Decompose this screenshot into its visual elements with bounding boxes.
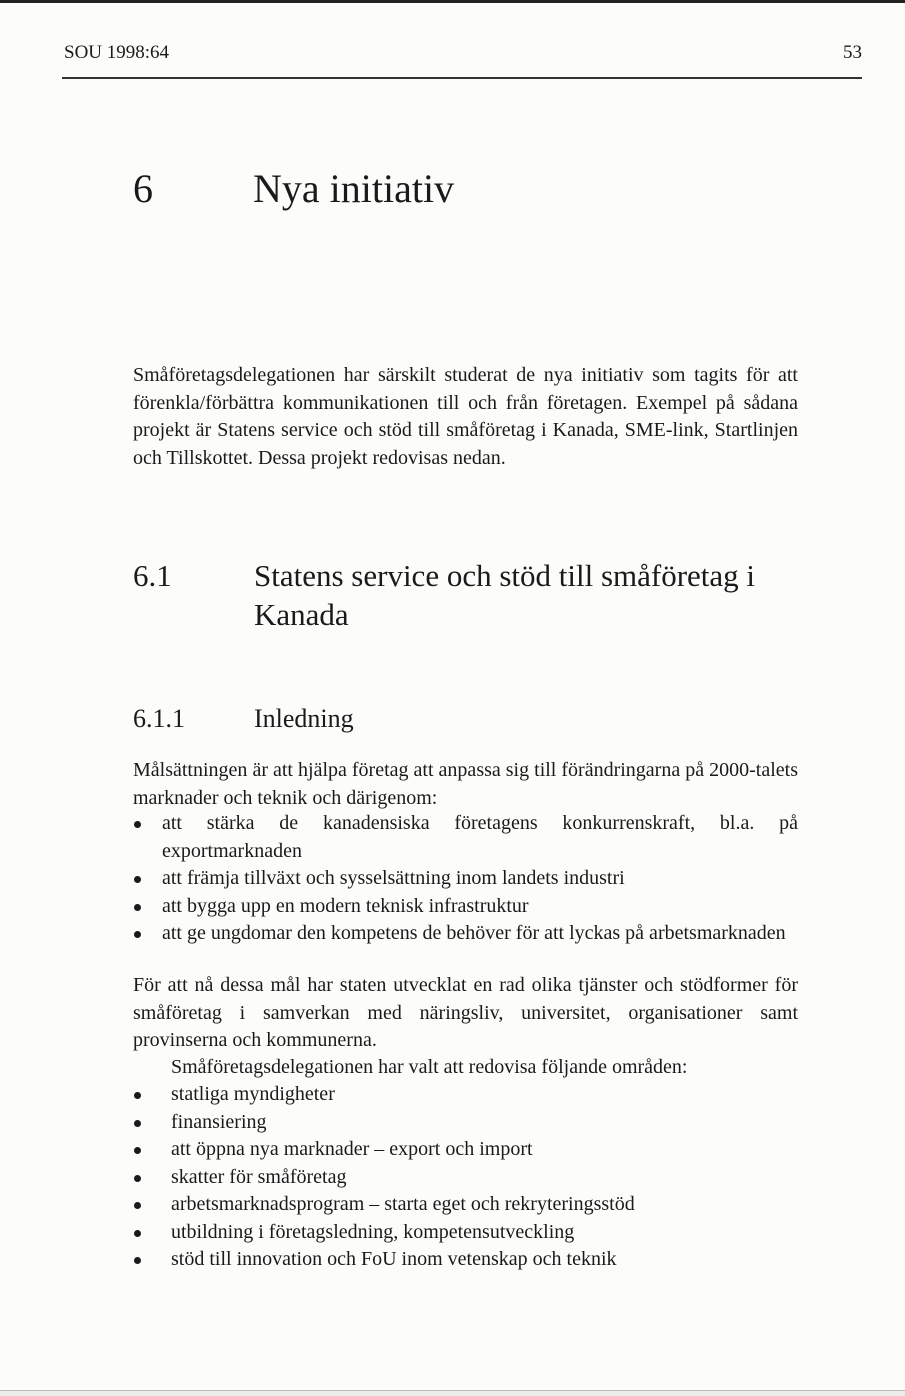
- areas-intro: Småföretagsdelegationen har valt att redovisa följande områden:: [171, 1056, 688, 1078]
- list-item-text: att främja tillväxt och sysselsättning inom landets industri: [162, 867, 625, 889]
- page-bottom-edge: [0, 1390, 905, 1396]
- subsection-title: Inledning: [254, 704, 354, 733]
- page-header: [64, 40, 862, 70]
- header-rule: [62, 77, 862, 79]
- chapter-number: 6: [133, 166, 153, 211]
- list-item-text: skatter för småföretag: [171, 1165, 347, 1188]
- list-item-text: utbildning i företagsledning, kompetensutveckling: [171, 1220, 575, 1243]
- list-item: [133, 1164, 798, 1192]
- page-number: 53: [843, 42, 862, 63]
- list-item-text: arbetsmarknadsprogram – starta eget och rekryteringsstöd: [171, 1193, 635, 1215]
- services-paragraph: För att nå dessa mål har staten utvecklat en rad olika tjänster och stödformer för småföretag i samverkan med näringsliv, universitet, organisationer samt provinserna och kommunerna.: [133, 974, 798, 1051]
- bullet-icon: [134, 1175, 141, 1182]
- list-item: [133, 865, 798, 893]
- page-top-edge: [0, 0, 905, 3]
- list-item: [133, 1109, 798, 1137]
- intro-paragraph: Småföretagsdelegationen har särskilt studerat de nya initiativ som tagits för att förenkla/förbättra kommunikationen till och från företagen. Exempel på sådana projekt är Statens service och stöd till småföretag i Kanada, SME-link, Startlinjen och Tillskottet. Dessa projekt redovisas nedan.: [133, 364, 798, 469]
- bullet-icon: [134, 904, 141, 911]
- bullet-icon: [134, 1120, 141, 1127]
- list-item: [133, 1246, 798, 1274]
- list-item: [133, 1081, 798, 1109]
- goal-bullet-list: [133, 810, 798, 948]
- subsection-number: 6.1.1: [133, 704, 185, 733]
- list-item-text: stöd till innovation och FoU inom vetenskap och teknik: [171, 1248, 617, 1270]
- list-item: [133, 920, 798, 948]
- bullet-icon: [134, 931, 141, 938]
- bullet-icon: [134, 1202, 141, 1209]
- section-title: Statens service och stöd till småföretag i Kanada: [254, 558, 756, 632]
- areas-bullet-list: [133, 1081, 798, 1274]
- list-item: [133, 1191, 798, 1219]
- section-number: 6.1: [133, 558, 172, 593]
- bullet-icon: [134, 821, 141, 828]
- bullet-icon: [134, 1092, 141, 1099]
- list-item-text: att bygga upp en modern teknisk infrastruktur: [162, 894, 529, 917]
- list-item: [133, 1219, 798, 1247]
- list-item-text: finansiering: [171, 1110, 267, 1133]
- list-item: [133, 810, 798, 865]
- goal-paragraph: Målsättningen är att hjälpa företag att anpassa sig till förändringarna på 2000-talets marknader och teknik och därigenom:: [133, 759, 798, 809]
- list-item-text: statliga myndigheter: [171, 1083, 335, 1105]
- list-item-text: att stärka de kanadensiska företagens konkurrenskraft, bl.a. på exportmarknaden: [162, 812, 798, 862]
- list-item-text: att öppna nya marknader – export och import: [171, 1138, 533, 1160]
- bullet-icon: [134, 1147, 141, 1154]
- bullet-icon: [134, 1257, 141, 1264]
- report-series: SOU 1998:64: [64, 42, 170, 63]
- bullet-icon: [134, 1230, 141, 1237]
- list-item: [133, 1136, 798, 1164]
- chapter-title: Nya initiativ: [253, 166, 455, 211]
- list-item-text: att ge ungdomar den kompetens de behöver för att lyckas på arbetsmarknaden: [162, 922, 786, 944]
- list-item: [133, 893, 798, 921]
- bullet-icon: [134, 876, 141, 883]
